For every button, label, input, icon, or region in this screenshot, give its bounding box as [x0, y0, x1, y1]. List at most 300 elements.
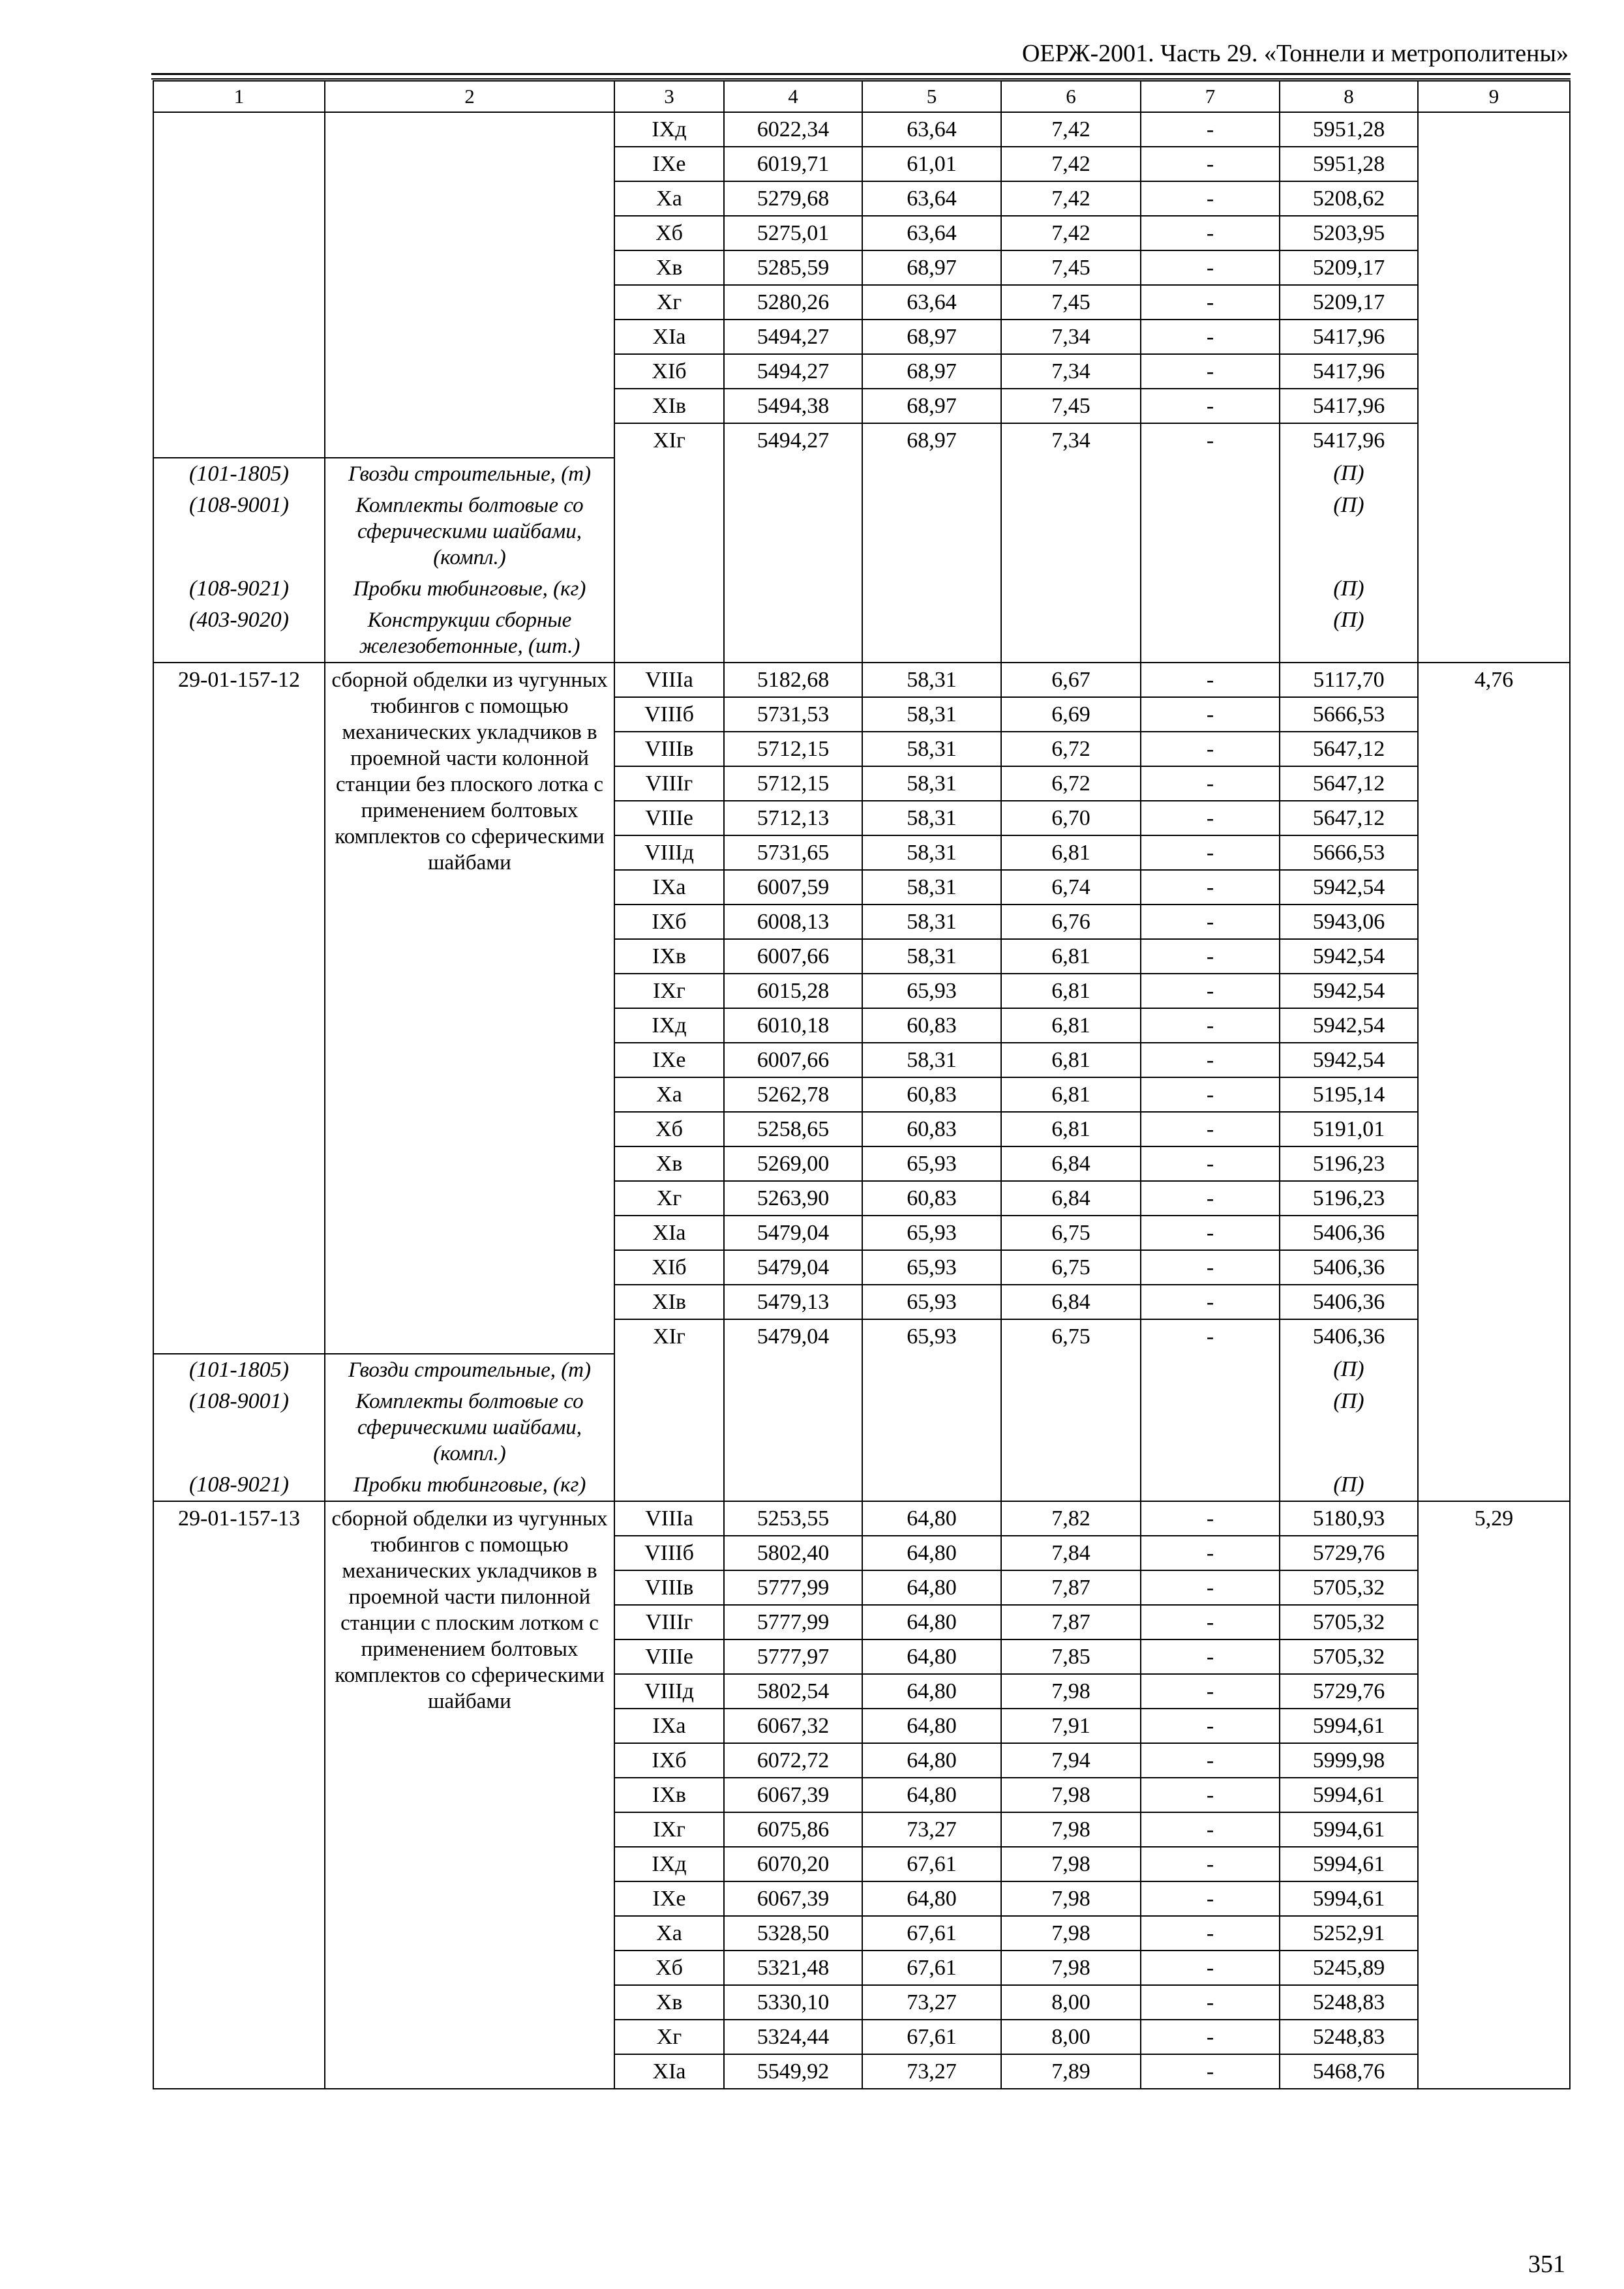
- cell-col8: 5191,01: [1280, 1112, 1418, 1146]
- resource-empty-cell: [862, 605, 1001, 663]
- cell-col5: 58,31: [862, 766, 1001, 801]
- cell-col6: 6,81: [1001, 1008, 1141, 1043]
- cell-col6: 6,81: [1001, 835, 1141, 870]
- lining-type: XIв: [614, 1285, 724, 1319]
- resource-empty-cell: [1001, 573, 1141, 605]
- cell-col8: 5943,06: [1280, 905, 1418, 939]
- cell-col5: 65,93: [862, 1319, 1001, 1354]
- lining-type: IXа: [614, 870, 724, 905]
- cell-col8: 5942,54: [1280, 939, 1418, 974]
- resource-mark: (П): [1280, 458, 1418, 490]
- cell-col7: -: [1141, 354, 1280, 389]
- cell-col5: 58,31: [862, 697, 1001, 732]
- cell-col4: 5479,04: [724, 1319, 862, 1354]
- lining-type: Xв: [614, 250, 724, 285]
- table-row: [153, 663, 1570, 697]
- lining-type: XIг: [614, 1319, 724, 1354]
- lining-type: XIа: [614, 1216, 724, 1250]
- cell-col6: 7,98: [1001, 1951, 1141, 1985]
- cell-col5: 73,27: [862, 2054, 1001, 2089]
- cell-col5: 67,61: [862, 2020, 1001, 2054]
- cell-col8: 5666,53: [1280, 697, 1418, 732]
- cell-col6: 7,98: [1001, 1881, 1141, 1916]
- cell-col4: 6007,66: [724, 939, 862, 974]
- cell-col6: 7,45: [1001, 250, 1141, 285]
- column-header: 4: [724, 81, 862, 112]
- table-row: [153, 112, 1570, 147]
- resource-empty-cell: [1141, 458, 1280, 490]
- page-header-title: ОЕРЖ-2001. Часть 29. «Тоннели и метрополитены»: [1021, 40, 1569, 67]
- cell-col4: 5777,99: [724, 1605, 862, 1639]
- cell-col7: -: [1141, 732, 1280, 766]
- lining-type: IXг: [614, 974, 724, 1008]
- cell-col5: 58,31: [862, 870, 1001, 905]
- lining-type: VIIIг: [614, 766, 724, 801]
- cell-col7: -: [1141, 697, 1280, 732]
- resource-empty-cell: [862, 573, 1001, 605]
- cell-col7: -: [1141, 663, 1280, 697]
- cell-col5: 68,97: [862, 423, 1001, 458]
- cell-col5: 64,80: [862, 1536, 1001, 1570]
- lining-type: IXб: [614, 905, 724, 939]
- cell-col6: 7,94: [1001, 1743, 1141, 1778]
- resource-empty-cell: [1001, 490, 1141, 573]
- cell-col5: 65,93: [862, 1285, 1001, 1319]
- lining-type: IXд: [614, 1008, 724, 1043]
- cell-col6: 6,75: [1001, 1319, 1141, 1354]
- resource-mark: (П): [1280, 490, 1418, 573]
- resource-code: (108-9001): [153, 1386, 325, 1469]
- resource-name: Конструкции сборные железобетонные, (шт.): [325, 605, 614, 663]
- cell-col8: 5951,28: [1280, 112, 1418, 147]
- cell-col5: 68,97: [862, 320, 1001, 354]
- cell-col5: 65,93: [862, 1216, 1001, 1250]
- cell-col4: 5479,13: [724, 1285, 862, 1319]
- resource-empty-cell: [724, 1386, 862, 1469]
- lining-type: Xа: [614, 1916, 724, 1951]
- lining-type: XIа: [614, 320, 724, 354]
- cell-col7: -: [1141, 147, 1280, 181]
- resource-mark: (П): [1280, 1469, 1418, 1501]
- cell-col5: 63,64: [862, 181, 1001, 216]
- cell-col7: -: [1141, 216, 1280, 250]
- resource-empty-cell: [614, 1469, 724, 1501]
- cell-col7: -: [1141, 1077, 1280, 1112]
- cell-col6: 8,00: [1001, 1985, 1141, 2020]
- cell-col6: 6,75: [1001, 1216, 1141, 1250]
- cell-col6: 6,74: [1001, 870, 1141, 905]
- cell-col7: -: [1141, 112, 1280, 147]
- cell-col7: -: [1141, 250, 1280, 285]
- cell-col5: 67,61: [862, 1847, 1001, 1881]
- cell-col4: 5321,48: [724, 1951, 862, 1985]
- lining-type: Xг: [614, 285, 724, 320]
- cell-col6: 6,69: [1001, 697, 1141, 732]
- cell-col8: 5994,61: [1280, 1847, 1418, 1881]
- cell-col4: 5182,68: [724, 663, 862, 697]
- cell-col5: 63,64: [862, 285, 1001, 320]
- lining-type: Xб: [614, 1951, 724, 1985]
- cell-col4: 6015,28: [724, 974, 862, 1008]
- cell-col4: 5262,78: [724, 1077, 862, 1112]
- cell-col6: 6,72: [1001, 766, 1141, 801]
- resource-name: Гвозди строительные, (т): [325, 458, 614, 490]
- column-header: 5: [862, 81, 1001, 112]
- cell-col8: 5196,23: [1280, 1146, 1418, 1181]
- cell-col4: 6010,18: [724, 1008, 862, 1043]
- resource-mark: (П): [1280, 573, 1418, 605]
- cell-col5: 68,97: [862, 354, 1001, 389]
- cell-col4: 5280,26: [724, 285, 862, 320]
- cell-col4: 5802,40: [724, 1536, 862, 1570]
- resource-code: (101-1805): [153, 1354, 325, 1386]
- lining-type: VIIIб: [614, 697, 724, 732]
- cell-col8: 5417,96: [1280, 320, 1418, 354]
- column-header: 2: [325, 81, 614, 112]
- cell-col8: 5417,96: [1280, 423, 1418, 458]
- cell-col7: -: [1141, 1916, 1280, 1951]
- cell-col4: 6072,72: [724, 1743, 862, 1778]
- cell-col8: 5248,83: [1280, 2020, 1418, 2054]
- lining-type: VIIIд: [614, 835, 724, 870]
- cell-col8: 5406,36: [1280, 1216, 1418, 1250]
- lining-type: XIб: [614, 1250, 724, 1285]
- resource-empty-cell: [1141, 1354, 1280, 1386]
- cell-col7: -: [1141, 1181, 1280, 1216]
- cell-col7: -: [1141, 835, 1280, 870]
- cell-col7: -: [1141, 1743, 1280, 1778]
- cell-col7: -: [1141, 389, 1280, 423]
- cell-col6: 6,70: [1001, 801, 1141, 835]
- cell-col4: 5269,00: [724, 1146, 862, 1181]
- cell-col8: 5647,12: [1280, 801, 1418, 835]
- cell-col7: -: [1141, 1536, 1280, 1570]
- header-rule-thin: [151, 78, 1571, 80]
- cell-col7: -: [1141, 1216, 1280, 1250]
- cell-col4: 5479,04: [724, 1216, 862, 1250]
- cell-col4: 5263,90: [724, 1181, 862, 1216]
- resource-code: (108-9021): [153, 573, 325, 605]
- lining-type: Xв: [614, 1985, 724, 2020]
- lining-type: IXв: [614, 939, 724, 974]
- lining-type: VIIIа: [614, 663, 724, 697]
- cell-col9: [1418, 112, 1570, 663]
- resource-row: [153, 573, 1570, 605]
- cell-col4: 6007,59: [724, 870, 862, 905]
- cell-col5: 58,31: [862, 1043, 1001, 1077]
- cell-col4: 5494,27: [724, 354, 862, 389]
- lining-type: VIIIб: [614, 1536, 724, 1570]
- cell-col6: 7,89: [1001, 2054, 1141, 2089]
- cell-col5: 64,80: [862, 1674, 1001, 1709]
- column-header: 1: [153, 81, 325, 112]
- cell-col5: 60,83: [862, 1008, 1001, 1043]
- resource-name: Гвозди строительные, (т): [325, 1354, 614, 1386]
- header-rule: [151, 73, 1571, 75]
- cell-col5: 64,80: [862, 1881, 1001, 1916]
- cell-col8: 5248,83: [1280, 1985, 1418, 2020]
- cell-col8: 5942,54: [1280, 974, 1418, 1008]
- cell-col4: 5285,59: [724, 250, 862, 285]
- lining-type: Xг: [614, 1181, 724, 1216]
- cell-col6: 7,42: [1001, 112, 1141, 147]
- cell-col8: 5994,61: [1280, 1778, 1418, 1812]
- resource-mark: (П): [1280, 1354, 1418, 1386]
- cell-col7: -: [1141, 181, 1280, 216]
- cell-col8: 5208,62: [1280, 181, 1418, 216]
- resource-empty-cell: [724, 1354, 862, 1386]
- cell-col4: 6019,71: [724, 147, 862, 181]
- rate-description: [325, 112, 614, 458]
- resource-empty-cell: [1141, 1469, 1280, 1501]
- resource-row: [153, 1386, 1570, 1469]
- resource-empty-cell: [1141, 605, 1280, 663]
- cell-col5: 63,64: [862, 112, 1001, 147]
- resource-code: (101-1805): [153, 458, 325, 490]
- column-header: 6: [1001, 81, 1141, 112]
- cell-col8: 5705,32: [1280, 1570, 1418, 1605]
- cell-col5: 65,93: [862, 1146, 1001, 1181]
- cell-col4: 5777,97: [724, 1639, 862, 1674]
- cell-col8: 5994,61: [1280, 1881, 1418, 1916]
- cell-col6: 6,67: [1001, 663, 1141, 697]
- cell-col4: 5802,54: [724, 1674, 862, 1709]
- lining-type: IXа: [614, 1709, 724, 1743]
- lining-type: XIв: [614, 389, 724, 423]
- cell-col5: 67,61: [862, 1916, 1001, 1951]
- resource-empty-cell: [724, 605, 862, 663]
- cell-col7: -: [1141, 320, 1280, 354]
- column-number-row: [153, 81, 1570, 112]
- cell-col7: -: [1141, 801, 1280, 835]
- cell-col8: 5994,61: [1280, 1812, 1418, 1847]
- lining-type: Xб: [614, 216, 724, 250]
- cell-col5: 58,31: [862, 801, 1001, 835]
- cell-col5: 63,64: [862, 216, 1001, 250]
- cell-col6: 7,34: [1001, 320, 1141, 354]
- cell-col6: 7,42: [1001, 181, 1141, 216]
- resource-empty-cell: [614, 573, 724, 605]
- cell-col6: 7,91: [1001, 1709, 1141, 1743]
- cell-col4: 5712,15: [724, 732, 862, 766]
- cell-col5: 65,93: [862, 974, 1001, 1008]
- cell-col4: 5712,15: [724, 766, 862, 801]
- cell-col7: -: [1141, 1008, 1280, 1043]
- resource-row: [153, 490, 1570, 573]
- cell-col7: -: [1141, 870, 1280, 905]
- lining-type: IXд: [614, 1847, 724, 1881]
- cell-col7: -: [1141, 1778, 1280, 1812]
- cell-col7: -: [1141, 1951, 1280, 1985]
- rate-code: 29-01-157-13: [153, 1501, 325, 2089]
- cell-col5: 58,31: [862, 732, 1001, 766]
- resource-empty-cell: [1001, 1354, 1141, 1386]
- lining-type: XIб: [614, 354, 724, 389]
- lining-type: IXб: [614, 1743, 724, 1778]
- cell-col6: 6,76: [1001, 905, 1141, 939]
- cell-col8: 5942,54: [1280, 1008, 1418, 1043]
- cell-col6: 7,98: [1001, 1916, 1141, 1951]
- resource-empty-cell: [724, 1469, 862, 1501]
- cell-col4: 5731,65: [724, 835, 862, 870]
- cell-col4: 5777,99: [724, 1570, 862, 1605]
- cell-col4: 5494,27: [724, 320, 862, 354]
- cell-col8: 5209,17: [1280, 285, 1418, 320]
- lining-type: IXе: [614, 1043, 724, 1077]
- cell-col7: -: [1141, 1570, 1280, 1605]
- cell-col4: 5275,01: [724, 216, 862, 250]
- cell-col7: -: [1141, 2020, 1280, 2054]
- cell-col7: -: [1141, 1146, 1280, 1181]
- lining-type: VIIIе: [614, 1639, 724, 1674]
- lining-type: IXг: [614, 1812, 724, 1847]
- cell-col7: -: [1141, 1812, 1280, 1847]
- cell-col8: 5245,89: [1280, 1951, 1418, 1985]
- resource-code: (403-9020): [153, 605, 325, 663]
- resource-empty-cell: [1001, 1469, 1141, 1501]
- resource-empty-cell: [1141, 1386, 1280, 1469]
- cell-col6: 6,81: [1001, 1077, 1141, 1112]
- resource-row: [153, 1354, 1570, 1386]
- cell-col4: 5731,53: [724, 697, 862, 732]
- rates-table: [153, 80, 1571, 2089]
- lining-type: VIIIа: [614, 1501, 724, 1536]
- lining-type: IXе: [614, 147, 724, 181]
- resource-name: Комплекты болтовые со сферическими шайбами, (компл.): [325, 1386, 614, 1469]
- cell-col8: 5417,96: [1280, 354, 1418, 389]
- cell-col6: 6,81: [1001, 974, 1141, 1008]
- cell-col6: 7,45: [1001, 285, 1141, 320]
- lining-type: XIг: [614, 423, 724, 458]
- cell-col7: -: [1141, 1881, 1280, 1916]
- cell-col8: 5252,91: [1280, 1916, 1418, 1951]
- table-body: [153, 112, 1570, 2089]
- lining-type: VIIIв: [614, 732, 724, 766]
- resource-empty-cell: [614, 1386, 724, 1469]
- cell-col4: 5328,50: [724, 1916, 862, 1951]
- cell-col5: 60,83: [862, 1077, 1001, 1112]
- cell-col5: 60,83: [862, 1112, 1001, 1146]
- rate-code: 29-01-157-12: [153, 663, 325, 1354]
- resource-empty-cell: [724, 490, 862, 573]
- cell-col8: 5468,76: [1280, 2054, 1418, 2089]
- cell-col5: 60,83: [862, 1181, 1001, 1216]
- cell-col9: 4,76: [1418, 663, 1570, 1501]
- resource-name: Пробки тюбинговые, (кг): [325, 573, 614, 605]
- cell-col5: 61,01: [862, 147, 1001, 181]
- cell-col8: 5666,53: [1280, 835, 1418, 870]
- cell-col8: 5705,32: [1280, 1605, 1418, 1639]
- resource-empty-cell: [1141, 490, 1280, 573]
- cell-col7: -: [1141, 905, 1280, 939]
- cell-col7: -: [1141, 1674, 1280, 1709]
- cell-col5: 58,31: [862, 905, 1001, 939]
- resource-row: [153, 605, 1570, 663]
- cell-col8: 5180,93: [1280, 1501, 1418, 1536]
- resource-empty-cell: [614, 605, 724, 663]
- cell-col6: 7,82: [1001, 1501, 1141, 1536]
- cell-col7: -: [1141, 1501, 1280, 1536]
- resource-empty-cell: [724, 573, 862, 605]
- cell-col8: 5196,23: [1280, 1181, 1418, 1216]
- resource-empty-cell: [614, 1354, 724, 1386]
- cell-col8: 5647,12: [1280, 732, 1418, 766]
- cell-col4: 5253,55: [724, 1501, 862, 1536]
- cell-col6: 6,84: [1001, 1285, 1141, 1319]
- table-row: [153, 1501, 1570, 1536]
- resource-code: (108-9001): [153, 490, 325, 573]
- cell-col6: 6,75: [1001, 1250, 1141, 1285]
- cell-col8: 5209,17: [1280, 250, 1418, 285]
- cell-col8: 5999,98: [1280, 1743, 1418, 1778]
- resource-empty-cell: [1001, 458, 1141, 490]
- column-header: 7: [1141, 81, 1280, 112]
- cell-col8: 5417,96: [1280, 389, 1418, 423]
- cell-col7: -: [1141, 939, 1280, 974]
- cell-col6: 7,34: [1001, 354, 1141, 389]
- resource-empty-cell: [614, 490, 724, 573]
- lining-type: Xг: [614, 2020, 724, 2054]
- cell-col5: 65,93: [862, 1250, 1001, 1285]
- cell-col6: 7,85: [1001, 1639, 1141, 1674]
- cell-col5: 68,97: [862, 250, 1001, 285]
- cell-col4: 6067,32: [724, 1709, 862, 1743]
- resource-name: Комплекты болтовые со сферическими шайбами, (компл.): [325, 490, 614, 573]
- cell-col6: 7,42: [1001, 216, 1141, 250]
- cell-col4: 6075,86: [724, 1812, 862, 1847]
- cell-col6: 7,98: [1001, 1674, 1141, 1709]
- cell-col5: 64,80: [862, 1501, 1001, 1536]
- resource-row: [153, 458, 1570, 490]
- cell-col7: -: [1141, 1112, 1280, 1146]
- cell-col6: 8,00: [1001, 2020, 1141, 2054]
- cell-col7: -: [1141, 1285, 1280, 1319]
- cell-col5: 58,31: [862, 663, 1001, 697]
- resource-empty-cell: [862, 1354, 1001, 1386]
- cell-col6: 6,72: [1001, 732, 1141, 766]
- resource-empty-cell: [862, 490, 1001, 573]
- cell-col8: 5647,12: [1280, 766, 1418, 801]
- cell-col8: 5705,32: [1280, 1639, 1418, 1674]
- resource-empty-cell: [862, 1386, 1001, 1469]
- cell-col6: 6,84: [1001, 1146, 1141, 1181]
- cell-col4: 5279,68: [724, 181, 862, 216]
- cell-col5: 64,80: [862, 1639, 1001, 1674]
- cell-col9: 5,29: [1418, 1501, 1570, 2089]
- resource-mark: (П): [1280, 1386, 1418, 1469]
- page-number: 351: [1528, 2251, 1565, 2278]
- resource-empty-cell: [1141, 573, 1280, 605]
- resource-empty-cell: [1001, 1386, 1141, 1469]
- cell-col5: 73,27: [862, 1812, 1001, 1847]
- cell-col4: 5258,65: [724, 1112, 862, 1146]
- resource-code: (108-9021): [153, 1469, 325, 1501]
- cell-col8: 5195,14: [1280, 1077, 1418, 1112]
- lining-type: Xа: [614, 181, 724, 216]
- lining-type: VIIIв: [614, 1570, 724, 1605]
- cell-col6: 6,81: [1001, 1112, 1141, 1146]
- cell-col7: -: [1141, 1250, 1280, 1285]
- lining-type: VIIIг: [614, 1605, 724, 1639]
- cell-col6: 7,87: [1001, 1605, 1141, 1639]
- column-header: 3: [614, 81, 724, 112]
- resource-empty-cell: [1001, 605, 1141, 663]
- cell-col6: 7,87: [1001, 1570, 1141, 1605]
- cell-col7: -: [1141, 1985, 1280, 2020]
- cell-col4: 5712,13: [724, 801, 862, 835]
- cell-col5: 67,61: [862, 1951, 1001, 1985]
- cell-col8: 5729,76: [1280, 1536, 1418, 1570]
